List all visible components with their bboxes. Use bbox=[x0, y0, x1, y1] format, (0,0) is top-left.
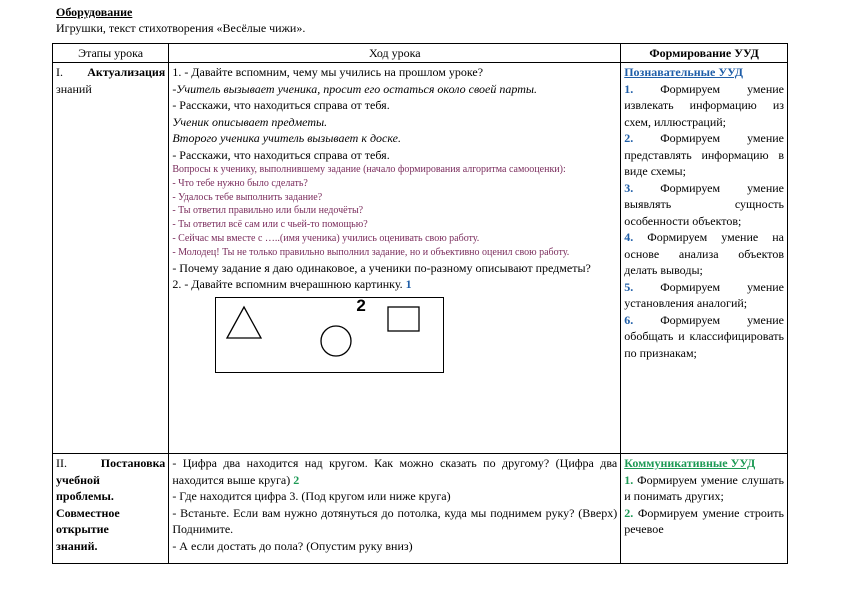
text-line: - Где находится цифра 3. (Под кругом или ниже круга) bbox=[172, 489, 451, 503]
text-line-content: - Цифра два находится над кругом. Как можно сказать по другому? (Цифра два находится выше круга) bbox=[172, 456, 618, 487]
text-line: Второго ученика учитель вызывает к доске. bbox=[172, 131, 401, 145]
uud-item-text: Формируем умение слушать и понимать других; bbox=[624, 472, 785, 503]
text-line bbox=[172, 455, 617, 488]
stage-rest: знаний bbox=[56, 81, 92, 96]
text-line: - Что тебе нужно было сделать? bbox=[172, 177, 308, 189]
uud-item-text: Формируем умение обобщать и классифицировать по признакам; bbox=[624, 312, 784, 360]
uud-item-text: Формируем умение установления аналогий; bbox=[624, 279, 784, 310]
uud-item-text: Формируем умение представлять информацию в виде схемы; bbox=[624, 131, 784, 178]
col-header-stages: Этапы урока bbox=[53, 44, 169, 63]
stage-number: II. bbox=[56, 456, 67, 470]
stage-name: Актуализация bbox=[87, 65, 166, 79]
uud-cell bbox=[621, 454, 788, 564]
recall-line bbox=[172, 276, 617, 293]
uud-heading: Коммуникативные УУД bbox=[624, 456, 756, 470]
uud-item-number: 3. bbox=[624, 180, 634, 195]
text-line: - Почему задание я даю одинаковое, а ученики по-разному описывают предметы? bbox=[172, 260, 591, 275]
shapes-picture bbox=[215, 297, 444, 373]
progress-cell bbox=[169, 63, 621, 454]
lesson-plan-table bbox=[52, 43, 788, 564]
line-mark: 2 bbox=[293, 472, 300, 487]
uud-item-number: 1. bbox=[624, 472, 634, 487]
uud-item bbox=[624, 81, 784, 131]
section-title: Оборудование bbox=[56, 5, 133, 19]
table-row bbox=[53, 63, 788, 454]
text-line: Ученик описывает предметы. bbox=[172, 114, 328, 129]
uud-item-number: 4. bbox=[624, 230, 634, 244]
text-line: - Удалось тебе выполнить задание? bbox=[172, 191, 323, 203]
uud-item bbox=[624, 312, 784, 362]
stage-name: Постановка bbox=[100, 456, 166, 470]
uud-item-number: 2. bbox=[624, 131, 634, 145]
text-line: - Ты ответил правильно или были недочёты? bbox=[172, 205, 364, 217]
shapes-svg bbox=[216, 295, 443, 372]
uud-item-number: 6. bbox=[624, 312, 634, 327]
uud-item bbox=[624, 505, 784, 538]
uud-heading: Познавательные УУД bbox=[624, 65, 744, 79]
text-line: - Ты ответил всё сам или с чьей-то помощью? bbox=[172, 219, 368, 231]
uud-item-text: Формируем умение на основе анализа объектов делать выводы; bbox=[624, 230, 784, 277]
uud-item-text: Формируем умение выявлять сущность особенности объектов; bbox=[624, 180, 784, 228]
uud-cell bbox=[621, 63, 788, 454]
recall-text: 2. - Давайте вспомним вчерашнюю картинку. bbox=[172, 277, 403, 292]
square-shape bbox=[388, 307, 419, 331]
table-header-row bbox=[53, 44, 788, 63]
uud-item-number: 2. bbox=[624, 505, 634, 520]
stage-cell bbox=[53, 454, 169, 564]
uud-item-number: 1. bbox=[624, 81, 634, 96]
uud-item bbox=[624, 279, 784, 312]
text-line: - Молодец! Ты не только правильно выполнил задание, но и объективно оценил свою работу. bbox=[172, 246, 570, 258]
picture-number: 2 bbox=[356, 295, 366, 315]
stage-number: I. bbox=[56, 65, 63, 79]
progress-cell bbox=[169, 454, 621, 564]
text-line: 1. - Давайте вспомним, чему мы учились на прошлом уроке? bbox=[172, 65, 484, 79]
text-line: - Расскажи, что находиться справа от тебя. bbox=[172, 98, 390, 112]
text-line: -Учитель вызывает ученика, просит его остаться около своей парты. bbox=[172, 81, 537, 96]
col-header-uud: Формирование УУД bbox=[621, 44, 788, 63]
recall-mark: 1 bbox=[405, 277, 412, 292]
uud-item-number: 5. bbox=[624, 279, 634, 294]
uud-item-text: Формируем умение извлекать информацию из схем, иллюстраций; bbox=[624, 81, 784, 129]
circle-shape bbox=[321, 326, 351, 356]
text-line: - Расскажи, что находиться справа от тебя. bbox=[172, 147, 390, 162]
col-header-progress: Ход урока bbox=[169, 44, 621, 63]
table-row bbox=[53, 454, 788, 564]
text-line: - Встаньте. Если вам нужно дотянуться до потолка, куда мы поднимем руку? (Вверх) Поднимите. bbox=[172, 505, 618, 536]
text-line: - А если достать до пола? (Опустим руку вниз) bbox=[172, 538, 413, 553]
stage-cell bbox=[53, 63, 169, 454]
stage-rest: учебной проблемы. Совместное открытие знаний. bbox=[56, 472, 120, 553]
equipment-text: Игрушки, текст стихотворения «Весёлые чижи». bbox=[56, 21, 306, 35]
text-line: - Сейчас мы вместе с …..(имя ученика) учились оценивать свою работу. bbox=[172, 232, 480, 244]
uud-item bbox=[624, 130, 784, 180]
uud-item bbox=[624, 180, 784, 230]
text-line: Вопросы к ученику, выполнившему задание (начало формирования алгоритма самооценки): bbox=[172, 164, 566, 175]
uud-item bbox=[624, 472, 784, 505]
uud-item-text: Формируем умение строить речевое bbox=[624, 505, 784, 536]
uud-item bbox=[624, 229, 784, 279]
triangle-shape bbox=[227, 307, 261, 338]
